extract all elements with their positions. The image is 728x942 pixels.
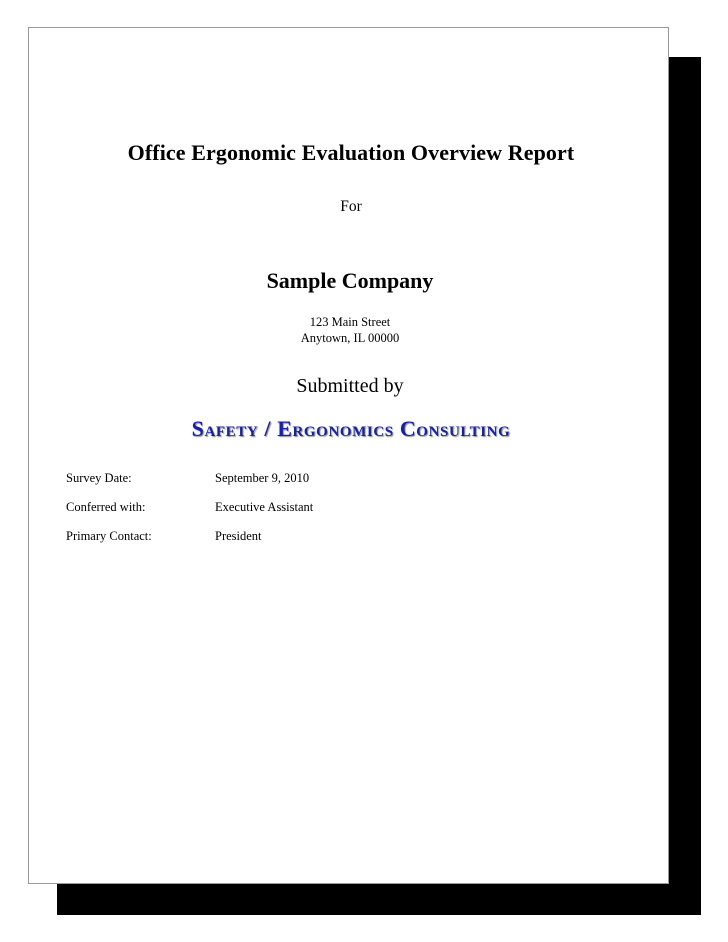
survey-date-row bbox=[66, 471, 309, 486]
primary-contact-row bbox=[66, 529, 262, 544]
consultant-name bbox=[0, 416, 728, 442]
submitted-by-label bbox=[0, 375, 728, 398]
conferred-with-label: Conferred with: bbox=[66, 500, 146, 514]
primary-contact-label: Primary Contact: bbox=[66, 529, 152, 543]
address-line-1 bbox=[0, 315, 728, 330]
submitted-by-text: Submitted by bbox=[296, 375, 404, 397]
company-name bbox=[0, 268, 728, 294]
conferred-with-row bbox=[66, 500, 313, 515]
consultant-name-text: Safety / Ergonomics Consulting bbox=[191, 416, 511, 441]
report-title bbox=[0, 140, 728, 166]
address-line-2-text: Anytown, IL 00000 bbox=[300, 331, 400, 345]
for-label-text: For bbox=[340, 198, 362, 215]
address-line-2 bbox=[0, 331, 728, 346]
company-name-text: Sample Company bbox=[266, 268, 434, 293]
survey-date-value: September 9, 2010 bbox=[215, 471, 310, 485]
address-line-1-text: 123 Main Street bbox=[309, 315, 391, 329]
for-label bbox=[0, 198, 728, 216]
primary-contact-value: President bbox=[215, 529, 262, 543]
conferred-with-value: Executive Assistant bbox=[215, 500, 314, 514]
survey-date-label: Survey Date: bbox=[66, 471, 132, 485]
report-title-text: Office Ergonomic Evaluation Overview Report bbox=[127, 140, 575, 165]
